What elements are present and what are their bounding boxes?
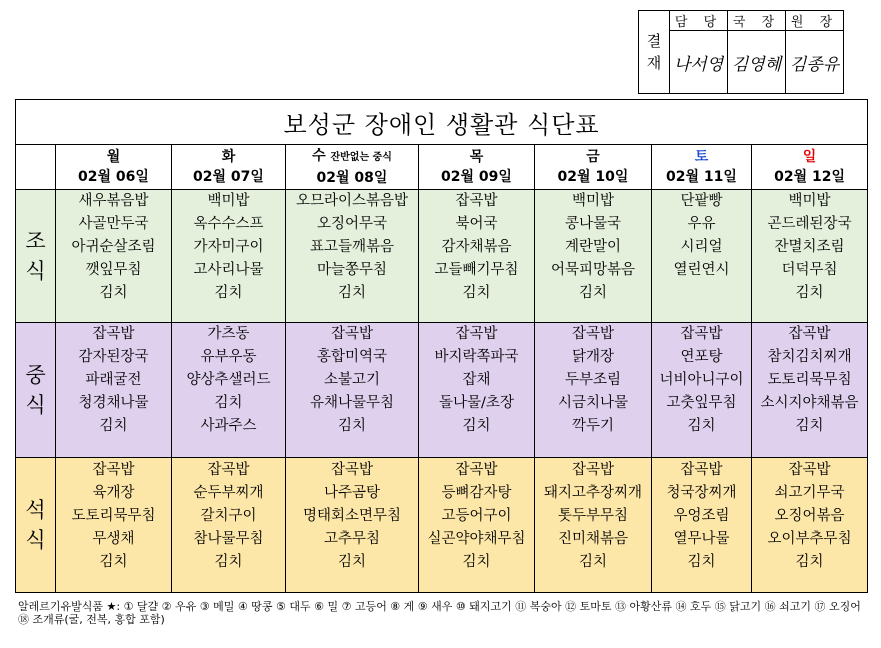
menu-table: [15, 99, 868, 593]
day-date: 02월 10일: [557, 169, 629, 185]
day-name: 월: [106, 149, 121, 165]
day-name: 금: [586, 149, 600, 165]
day-header-sun: [752, 145, 868, 190]
breakfast-row: [16, 190, 868, 323]
day-header-tue: [172, 145, 286, 190]
day-note: 잔반없는 중식: [330, 152, 392, 163]
menu-cell: 잡곡밥 감자된장국 파래굴전 청경채나물 김치: [56, 323, 172, 458]
meal-label-dinner: 석 식: [16, 458, 56, 593]
header-row: [16, 145, 868, 190]
menu-cell: 잡곡밥 북어국 감자채볶음 고들빼기무침 김치: [419, 190, 535, 323]
menu-cell: 잡곡밥 참치김치찌개 도토리묵무침 소시지야채볶음 김치: [752, 323, 868, 458]
menu-cell: 잡곡밥 나주곰탕 명태회소면무침 고추무침 김치: [286, 458, 419, 593]
menu-cell: 잡곡밥 연포탕 너비아니구이 고춧잎무침 김치: [652, 323, 752, 458]
menu-cell: 가츠동 유부우동 양상추샐러드 김치 사과주스: [172, 323, 286, 458]
approval-side-label: 결 재: [639, 11, 670, 94]
corner-cell: [16, 145, 56, 190]
role-head: 원 장: [786, 11, 844, 31]
day-date: 02월 12일: [774, 169, 845, 185]
day-name: 토: [694, 149, 709, 165]
day-date: 02월 09일: [441, 169, 512, 185]
dinner-row: [16, 458, 868, 593]
day-name: 일: [802, 149, 817, 165]
approval-box: [638, 10, 844, 94]
menu-cell: 잡곡밥 청국장찌개 우엉조림 열무나물 김치: [652, 458, 752, 593]
day-name: 화: [221, 149, 236, 165]
role-staff: 담 당: [670, 11, 728, 31]
signature-director: 김영혜: [728, 31, 786, 94]
day-header-thu: [419, 145, 535, 190]
menu-cell: 잡곡밥 쇠고기무국 오징어볶음 오이부추무침 김치: [752, 458, 868, 593]
day-date: 02월 06일: [78, 169, 149, 185]
day-date: 02월 08일: [316, 170, 388, 186]
menu-cell: 잡곡밥 육개장 도토리묵무침 무생채 김치: [56, 458, 172, 593]
menu-cell: 단팥빵 우유 시리얼 열린연시: [652, 190, 752, 323]
meal-label-breakfast: 조 식: [16, 190, 56, 323]
menu-cell: 백미밥 곤드레된장국 잔멸치조림 더덕무침 김치: [752, 190, 868, 323]
menu-cell: 잡곡밥 닭개장 두부조림 시금치나물 깍두기: [535, 323, 652, 458]
lunch-row: [16, 323, 868, 458]
menu-cell: 잡곡밥 순두부찌개 갈치구이 참나물무침 김치: [172, 458, 286, 593]
signature-staff: 나서영: [670, 31, 728, 94]
day-date: 02월 11일: [666, 169, 737, 185]
day-header-wed: [286, 145, 419, 190]
menu-cell: 새우볶음밥 사골만두국 아귀순살조림 깻잎무침 김치: [56, 190, 172, 323]
role-director: 국 장: [728, 11, 786, 31]
menu-cell: 잡곡밥 돼지고추장찌개 톳두부무침 진미채볶음 김치: [535, 458, 652, 593]
menu-cell: 잡곡밥 등뼈감자탕 고등어구이 실곤약야채무침 김치: [419, 458, 535, 593]
meal-label-lunch: 중 식: [16, 323, 56, 458]
menu-cell: 잡곡밥 홍합미역국 소불고기 유채나물무침 김치: [286, 323, 419, 458]
day-header-sat: [652, 145, 752, 190]
signature-head: 김종유: [786, 31, 844, 94]
day-name: 수: [312, 148, 326, 164]
day-date: 02월 07일: [193, 169, 264, 185]
day-header-mon: [56, 145, 172, 190]
allergen-note: 알레르기유발식품 ★: ① 달걀 ② 우유 ③ 메밀 ④ 땅콩 ⑤ 대두 ⑥ 밀 ⑦ 고등어 ⑧ 게 ⑨ 새우 ⑩ 돼지고기 ⑪ 복숭아 ⑫ 토마토 ⑬ 아황산류 ⑭ 호두 ⑮ 닭고기 ⑯ 쇠고기 ⑰ 오징어 ⑱ 조개류(굴, 전복, 홍합 포함): [18, 600, 861, 626]
menu-cell: 오므라이스볶음밥 오징어무국 표고들깨볶음 마늘쫑무침 김치: [286, 190, 419, 323]
menu-cell: 백미밥 콩나물국 계란말이 어묵피망볶음 김치: [535, 190, 652, 323]
day-header-fri: [535, 145, 652, 190]
menu-cell: 잡곡밥 바지락쪽파국 잡채 돌나물/초장 김치: [419, 323, 535, 458]
page-title: 보성군 장애인 생활관 식단표: [16, 100, 868, 145]
menu-cell: 백미밥 옥수수스프 가자미구이 고사리나물 김치: [172, 190, 286, 323]
day-name: 목: [469, 149, 484, 165]
